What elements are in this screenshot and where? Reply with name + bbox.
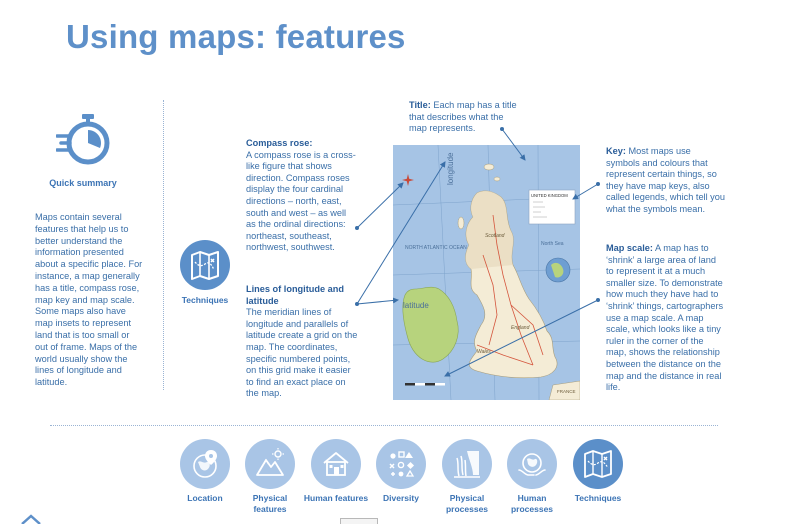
- waterfall-icon: [451, 448, 483, 480]
- techniques-badge-label: Techniques: [181, 295, 229, 305]
- wales-label: Wales: [477, 349, 491, 355]
- annotation-compass-heading: Compass rose:: [246, 138, 313, 148]
- annotation-lines-heading: Lines of longitude and latitude: [246, 284, 344, 306]
- france-label: FRANCE: [557, 389, 576, 394]
- mountain-icon: [254, 448, 286, 480]
- map-key-title: UNITED KINGDOM: [531, 193, 568, 198]
- nav-physical-processes[interactable]: [434, 439, 500, 514]
- page-title: Using maps: features: [66, 18, 406, 55]
- quick-summary-label: Quick summary: [49, 178, 117, 188]
- nav-label: Physical features: [252, 493, 288, 514]
- globe-pin-icon: [189, 448, 221, 480]
- nav-label: Location: [187, 493, 223, 503]
- annotation-compass-text: A compass rose is a cross-like figure that shows direction. Compass roses display the four cardinal directions – north, east, south and west – as well as the ordinal directions: northeast, southeast, northwest, southwest.: [246, 149, 356, 253]
- annotation-lines-text: The meridian lines of longitude and parallels of latitude create a grid on the map. The coordinates, specific numbered points, on this grid make it easier to find an exact place on the map.: [246, 307, 358, 399]
- annotation-title-text: Each map has a title that describes what the map represents.: [409, 100, 517, 134]
- nav-label: Diversity: [383, 493, 419, 503]
- diversity-icon: [385, 448, 417, 480]
- nav-human-features[interactable]: [303, 439, 369, 504]
- quick-summary-text: Maps contain several features that help us to better understand the information presented about a specific place. For instance, a map generally has a title, compass rose, map key and map scale. Some maps also have map insets to represent land that is too small or out of frame. Maps of the world usually show the lines of longitude and latitude.: [35, 212, 143, 388]
- folded-map-icon: [582, 448, 614, 480]
- annotation-scale-text: A map has to ‘shrink’ a large area of land to represent it at a much smaller size. To demonstrate how much they have had to ‘shrink’ things, cartographers use a map scale. A map scale, which looks like a tiny ruler in the corner of the map, shows the relationship between the distance on the map and the distance in real life.: [606, 243, 724, 393]
- scotland-label: Scotland: [485, 233, 505, 239]
- nav-label: Techniques: [574, 493, 622, 503]
- nav-label: Physical processes: [445, 493, 489, 514]
- longitude-label: longitude: [446, 152, 455, 185]
- annotation-title-heading: Title:: [409, 100, 431, 110]
- nav-location[interactable]: [172, 439, 238, 504]
- latitude-label: latitude: [403, 301, 429, 310]
- annotation-key-heading: Key:: [606, 146, 626, 156]
- pager-tab[interactable]: [340, 518, 378, 524]
- horizontal-divider: [50, 425, 718, 426]
- annotation-key-text: Most maps use symbols and colours that represent certain things, so they have map keys, also called legends, which tell you what the symbols mean.: [606, 146, 725, 214]
- nav-diversity[interactable]: [368, 439, 434, 504]
- nav-physical-features[interactable]: [237, 439, 303, 514]
- england-label: England: [511, 325, 530, 331]
- nav-label: Human features: [303, 493, 369, 503]
- ocean-label: NORTH ATLANTIC OCEAN: [405, 245, 467, 251]
- earth-hands-icon: [516, 448, 548, 480]
- sea-label: North Sea: [541, 241, 564, 247]
- nav-label: Human processes: [510, 493, 554, 514]
- annotation-scale-heading: Map scale:: [606, 243, 653, 253]
- house-icon: [320, 448, 352, 480]
- corner-tab-icon: [20, 514, 42, 524]
- nav-human-processes[interactable]: [499, 439, 565, 514]
- nav-techniques[interactable]: [565, 439, 631, 504]
